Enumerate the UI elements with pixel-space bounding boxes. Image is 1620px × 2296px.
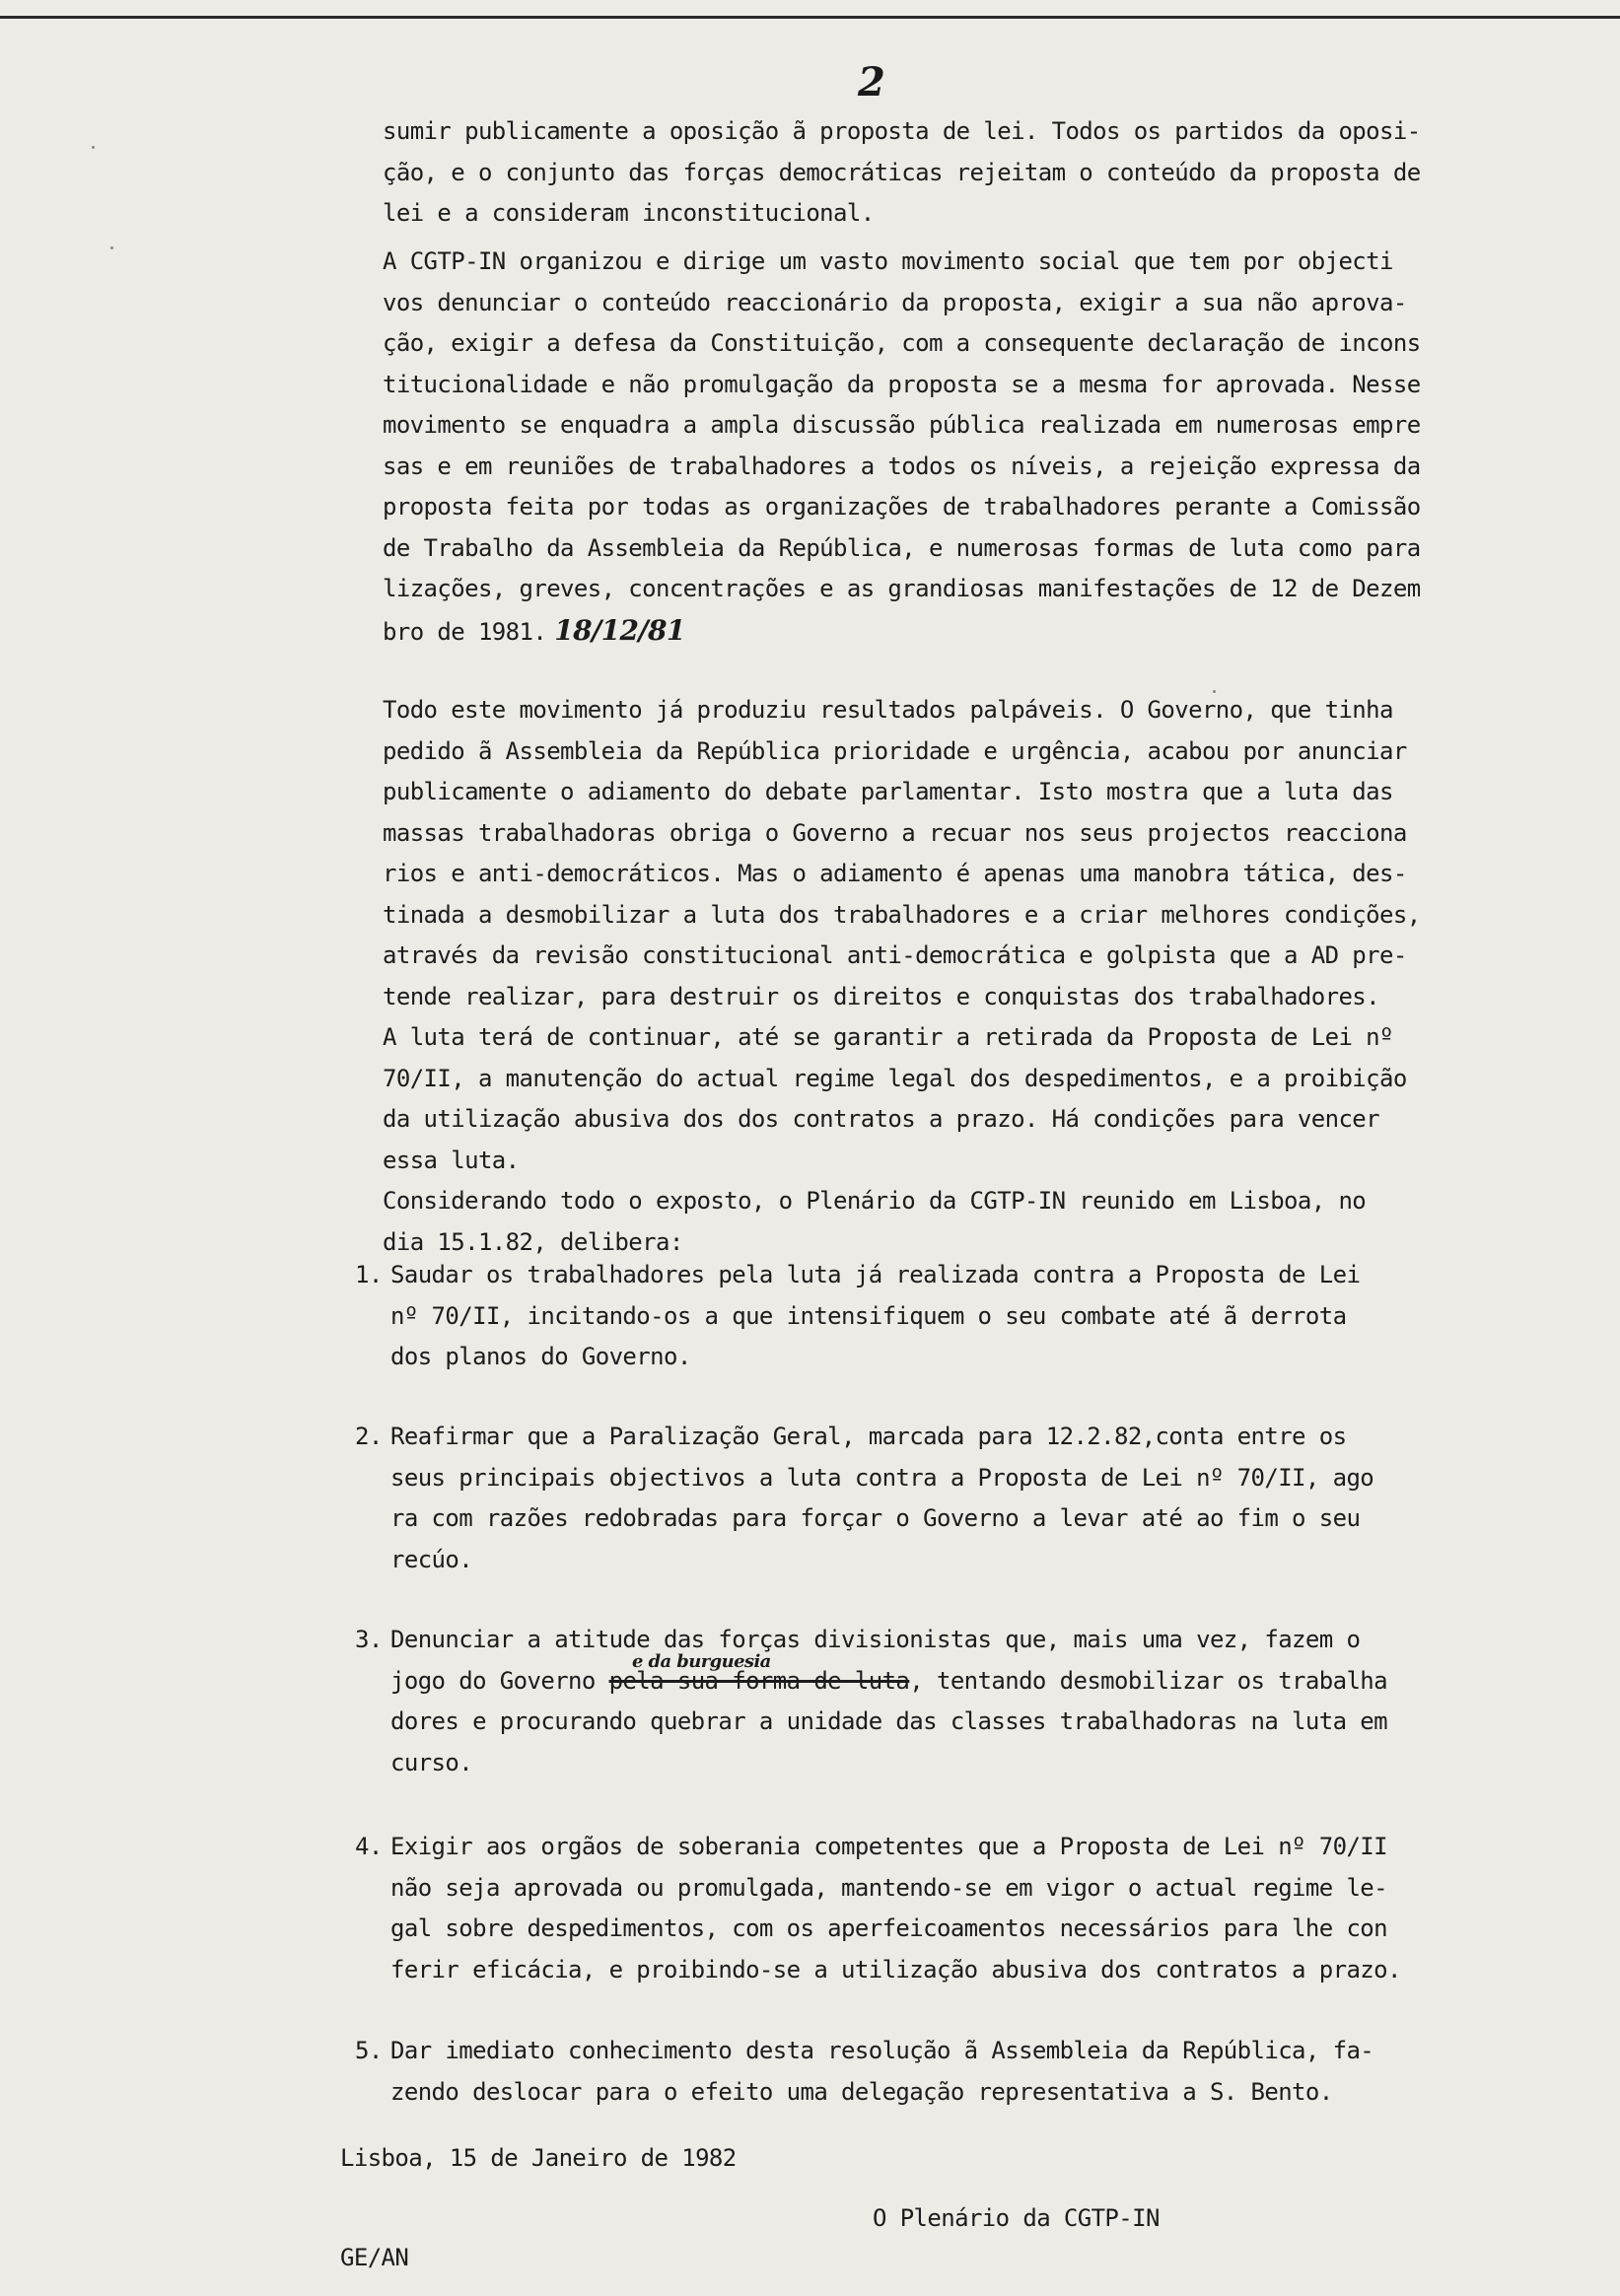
scan-speck: [110, 246, 113, 249]
text-line: publicamente o adiamento do debate parlamentar. Isto mostra que a luta das: [383, 778, 1393, 805]
text-line: 70/II, a manutenção do actual regime legal dos despedimentos, e a proibição: [383, 1064, 1407, 1092]
scan-speck: [1213, 690, 1216, 693]
text-line: da utilização abusiva dos dos contratos a prazo. Há condições para vencer: [383, 1105, 1379, 1133]
text-line: ra com razões redobradas para forçar o Governo a levar até ao fim o seu: [390, 1504, 1361, 1532]
text-line: ção, e o conjunto das forças democráticas rejeitam o conteúdo da proposta de: [383, 158, 1421, 186]
text-line: seus principais objectivos a luta contra a Proposta de Lei nº 70/II, ago: [390, 1463, 1374, 1492]
resolution-number: 2.: [355, 1423, 383, 1450]
text-fragment: jogo do Governo: [390, 1666, 609, 1695]
text-line: Todo este movimento já produziu resultados palpáveis. O Governo, que tinha: [383, 696, 1393, 724]
text-line: A luta terá de continuar, até se garantir a retirada da Proposta de Lei nº: [383, 1023, 1393, 1051]
text-line: dores e procurando quebrar a unidade das classes trabalhadoras na luta em: [390, 1707, 1387, 1735]
text-line: movimento se enquadra a ampla discussão pública realizada em numerosas empre: [383, 411, 1421, 439]
text-line: Considerando todo o exposto, o Plenário da CGTP-IN reunido em Lisboa, no: [383, 1187, 1367, 1215]
text-line: de Trabalho da Assembleia da República, e numerosas formas de luta como para: [383, 533, 1421, 562]
text-line: recúo.: [390, 1545, 473, 1573]
text-line: nº 70/II, incitando-os a que intensifiquem o seu combate até ã derrota: [390, 1301, 1347, 1330]
text-line: dia 15.1.82, delibera:: [383, 1227, 683, 1256]
handwritten-insertion: e da burguesia: [632, 1650, 771, 1672]
text-line: Dar imediato conhecimento desta resolução ã Assembleia da República, fa-: [390, 2037, 1374, 2064]
text-line: sumir publicamente a oposição ã proposta de lei. Todos os partidos da oposi-: [383, 117, 1421, 145]
resolution-number: 5.: [355, 2037, 383, 2064]
handwritten-date: 18/12/81: [554, 613, 685, 647]
text-line: ção, exigir a defesa da Constituição, com a consequente declaração de incons: [383, 329, 1421, 357]
text-fragment: , tentando desmobilizar os trabalha: [909, 1666, 1388, 1695]
text-line: zendo deslocar para o efeito uma delegação representativa a S. Bento.: [390, 2077, 1333, 2106]
text-line: Exigir aos orgãos de soberania competentes que a Proposta de Lei nº 70/II: [390, 1833, 1387, 1860]
text-line: massas trabalhadoras obriga o Governo a recuar nos seus projectos reacciona: [383, 818, 1407, 847]
results-paragraph: [383, 690, 1438, 1263]
text-line: proposta feita por todas as organizações de trabalhadores perante a Comissão: [383, 493, 1421, 521]
text-line: dos planos do Governo.: [390, 1343, 691, 1370]
text-line: tende realizar, para destruir os direitos e conquistas dos trabalhadores.: [383, 982, 1379, 1010]
text-line: através da revisão constitucional anti-democrática e golpista que a AD pre-: [383, 941, 1407, 969]
text-line: rios e anti-democráticos. Mas o adiamento é apenas uma manobra tática, des-: [383, 860, 1407, 887]
movement-paragraph: [383, 242, 1438, 651]
text-line: Saudar os trabalhadores pela luta já realizada contra a Proposta de Lei: [390, 1261, 1361, 1288]
resolution-number: 3.: [355, 1626, 383, 1653]
scan-speck: [92, 146, 95, 149]
struck-out-text: pela sua forma de luta: [608, 1666, 910, 1695]
text-line: Denunciar a atitude das forças divisionistas que, mais uma vez, fazem o: [390, 1626, 1361, 1653]
text-line-with-correction: [390, 1650, 1388, 1703]
text-line: [383, 610, 1438, 652]
text-line: Reafirmar que a Paralização Geral, marcada para 12.2.82,conta entre os: [390, 1423, 1347, 1450]
text-line: lizações, greves, concentrações e as grandiosas manifestações de 12 de Dezem: [383, 575, 1421, 602]
text-line: lei e a consideram inconstitucional.: [383, 199, 875, 227]
text-line-end: bro de 1981.: [383, 617, 547, 646]
text-line: curso.: [390, 1748, 473, 1776]
text-line: titucionalidade e não promulgação da proposta se a mesma for aprovada. Nesse: [383, 370, 1421, 398]
resolution-number: 1.: [355, 1261, 383, 1288]
intro-paragraph: [383, 111, 1438, 235]
handwritten-page-number: 2: [858, 59, 885, 105]
text-line: essa luta.: [383, 1146, 520, 1174]
text-line: pedido ã Assembleia da República prioridade e urgência, acabou por anunciar: [383, 736, 1407, 765]
text-line: tinada a desmobilizar a luta dos trabalhadores e a criar melhores condições,: [383, 900, 1421, 929]
top-border-rule: [0, 16, 1620, 19]
text-line: ferir eficácia, e proibindo-se a utilização abusiva dos contratos a prazo.: [390, 1955, 1401, 1983]
text-line: gal sobre despedimentos, com os aperfeicoamentos necessários para lhe con: [390, 1914, 1387, 1942]
reference-initials: GE/AN: [340, 2244, 409, 2271]
text-line: vos denunciar o conteúdo reaccionário da proposta, exigir a sua não aprova-: [383, 288, 1407, 316]
text-line: A CGTP-IN organizou e dirige um vasto movimento social que tem por objecti: [383, 247, 1393, 275]
text-line: não seja aprovada ou promulgada, mantendo-se em vigor o actual regime le-: [390, 1873, 1387, 1902]
place-and-date: Lisboa, 15 de Janeiro de 1982: [340, 2144, 737, 2172]
text-line: sas e em reuniões de trabalhadores a todos os níveis, a rejeição expressa da: [383, 452, 1421, 480]
resolution-number: 4.: [355, 1833, 383, 1860]
signature-block: O Plenário da CGTP-IN: [873, 2204, 1160, 2232]
